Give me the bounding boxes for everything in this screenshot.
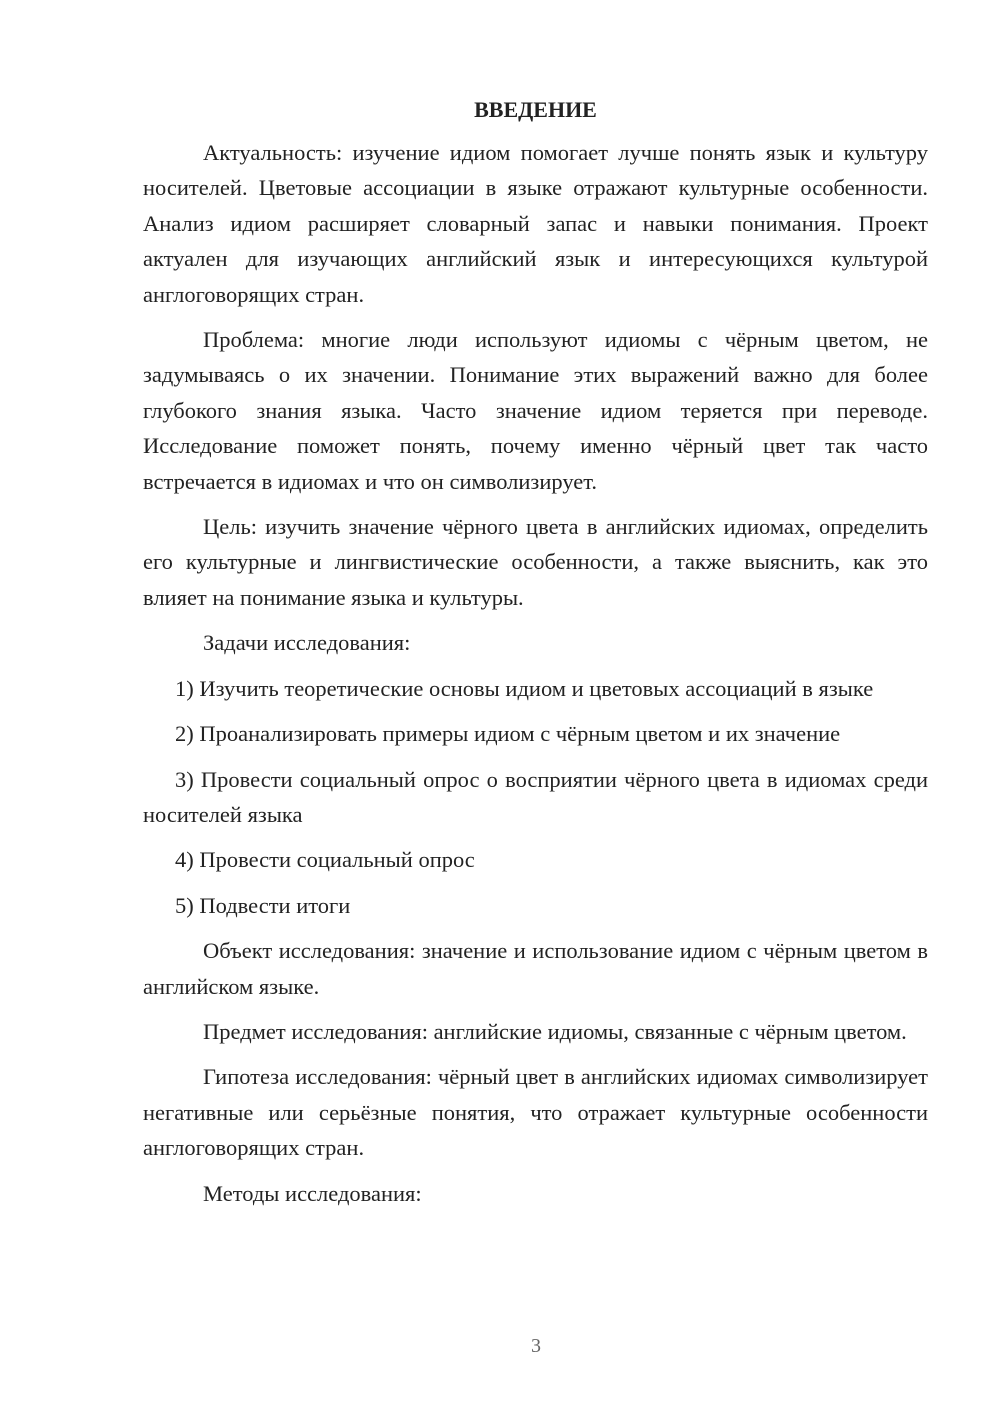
paragraph-subject: Предмет исследования: английские идиомы, связанные с чёрным цветом. <box>203 1018 907 1044</box>
task-item-5: 5) Подвести итоги <box>175 892 351 918</box>
section-heading: ВВЕДЕНИЕ <box>474 97 597 122</box>
paragraph-goal: Цель: изучить значение чёрного цвета в английских идиомах, определить его культурные и лингвистические особенности, а также выяснить, как это влияет на понимание языка и культуры. <box>143 514 928 610</box>
task-item-2: 2) Проанализировать примеры идиом с чёрным цветом и их значение <box>175 721 841 747</box>
paragraph-relevance: Актуальность: изучение идиом помогает лучше понять язык и культуру носителей. Цветовые ассоциации в языке отражают культурные особенности. Анализ идиом расширяет словарный запас и навыки понимания. Проект актуален для изучающих английский язык и интересующихся культурой англоговорящих стран. <box>143 140 928 307</box>
task-item-3: 3) Провести социальный опрос о восприятии чёрного цвета в идиомах среди носителей языка <box>143 766 928 827</box>
paragraph-tasks-title: Задачи исследования: <box>203 630 411 656</box>
paragraph-hypothesis: Гипотеза исследования: чёрный цвет в английских идиомах символизирует негативные или серьёзные понятия, что отражает культурные особенности англоговорящих стран. <box>143 1064 928 1161</box>
task-item-1: 1) Изучить теоретические основы идиом и цветовых ассоциаций в языке <box>175 675 874 701</box>
task-item-4: 4) Провести социальный опрос <box>175 847 475 873</box>
page-number: 3 <box>531 1335 541 1357</box>
paragraph-object: Объект исследования: значение и использование идиом с чёрным цветом в английском языке. <box>143 938 928 999</box>
paragraph-methods: Методы исследования: <box>203 1180 422 1206</box>
page-content <box>143 94 928 1211</box>
paragraph-problem: Проблема: многие люди используют идиомы с чёрным цветом, не задумываясь о их значении. Понимание этих выражений важно для более глубокого знания языка. Часто значение идиом теряется при переводе. Исследование поможет понять, почему именно чёрный цвет так часто встречается в идиомах и что он символизирует. <box>143 327 928 494</box>
